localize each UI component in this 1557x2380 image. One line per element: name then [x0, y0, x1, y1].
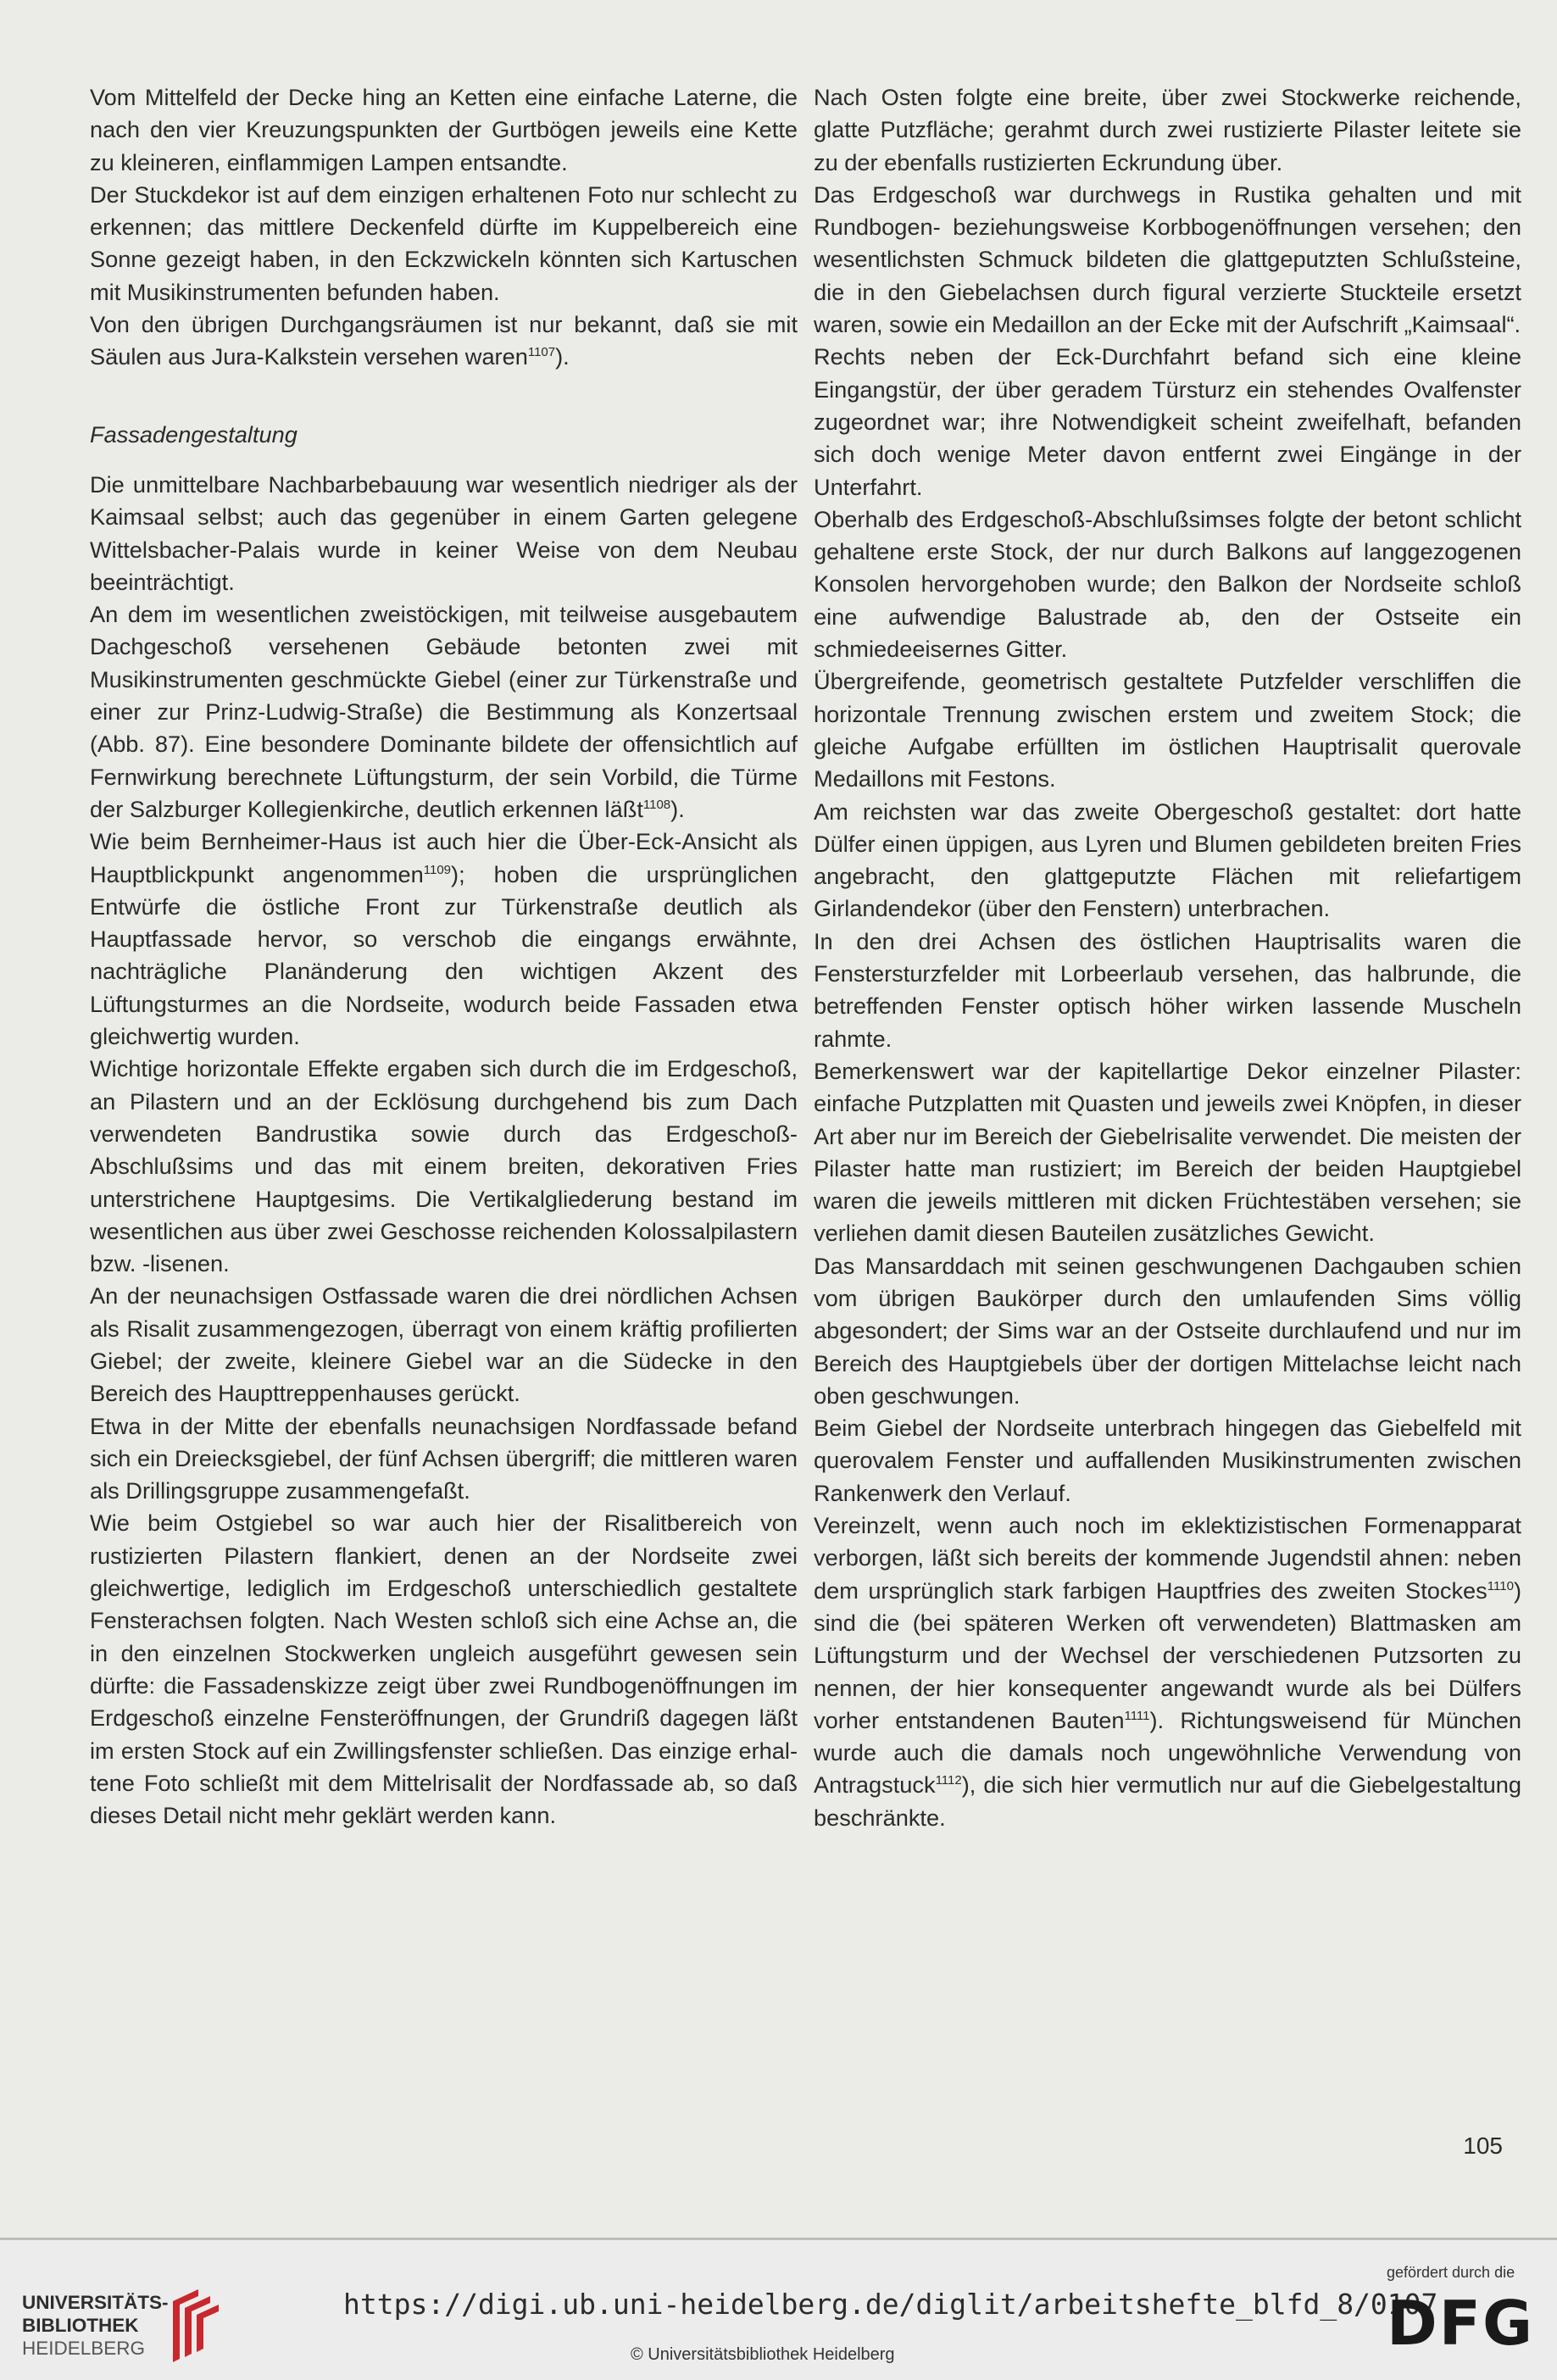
- page-number: 105: [1463, 2133, 1503, 2159]
- paragraph: Das Mansarddach mit seinen geschwungenen Dachgauben schien vom übrigen Baukörper durch den umlaufenden Sims völlig abgesondert; der Sims war an der Ostseite durchlaufend und nur im Bereich des Hauptgiebels über der dortigen Mittelachse leicht nach oben geschwungen.: [814, 1252, 1521, 1409]
- copyright-notice: © Universitätsbibliothek Heidelberg: [631, 2345, 895, 2364]
- left-column: [90, 81, 798, 1832]
- dfg-logo[interactable]: DFG: [1387, 2288, 1535, 2359]
- footnote-ref: 1110: [1487, 1578, 1514, 1593]
- library-name: UNIVERSITÄTS- BIBLIOTHEK HEIDELBERG: [22, 2292, 169, 2359]
- paragraph: Die unmittelbare Nachbarbebauung war wesentlich niedriger als der Kaimsaal selbst; auch das gegenüber in einem Garten gelegene Wittelsbacher-Palais wurde in keiner Weise von dem Neubau beeinträchtigt.: [90, 470, 798, 595]
- paragraph: Rechts neben der Eck-Durchfahrt befand sich eine kleine Eingangstür, der über geradem Türsturz ein stehendes Ovalfenster zugeordnet war; ihre Notwendigkeit scheint zweifelhaft, befanden sich doch wenige Meter davon entfernt zwei Eingänge in der Unterfahrt.: [814, 343, 1521, 500]
- paragraph: Vom Mittelfeld der Decke hing an Ketten eine einfache Laterne, die nach den vier Kreuzungspunkten der Gurtbögen jeweils eine Kette zu kleineren, einflammigen Lampen entsandte.: [90, 84, 798, 175]
- paragraph: Etwa in der Mitte der ebenfalls neunachsigen Nordfassade befand sich ein Dreiecksgiebel, der fünf Achsen übergriff; die mittleren waren als Drillingsgruppe zusammengefaßt.: [90, 1412, 798, 1504]
- paragraph: Vereinzelt, wenn auch noch im eklektizistischen Formenapparat verborgen, läßt sich bereits der kommende Jugendstil ahnen: neben dem ursprünglich stark farbigen Hauptfries des zweiten Stockes$^{1110}$) sind die (bei späteren Werken oft verwendeten) Blattmasken am Lüftungsturm und der Wechsel der verschiedenen Putzsorten zu nennen, der hier konsequenter angewandt wurde als bei Dülfers vorher entstandenen Bauten$^{1111}$). Richtungsweisend für München wurde auch die damals noch ungewöhnliche Verwendung von Antragstuck$^{1112}$), die sich hier vermutlich nur auf die Giebelgestaltung beschränkte.: [814, 1512, 1521, 1831]
- paragraph: Übergreifende, geometrisch gestaltete Putzfelder verschliffen die horizontale Trennung zwischen erstem und zweitem Stock; die gleiche Aufgabe erfüllten im östlichen Hauptrisalit querovale Medaillons mit Festons.: [814, 668, 1521, 792]
- paragraph: Beim Giebel der Nordseite unterbrach hingegen das Giebelfeld mit querovalem Fenster und auffallenden Musikinstrumenten zwischen Rankenwerk den Verlauf.: [814, 1415, 1521, 1506]
- paragraph: Nach Osten folgte eine breite, über zwei Stockwerke reichende, glatte Putzfläche; gerahmt durch zwei rustizierte Pilaster leitete sie zu der ebenfalls rustizierten Eckrundung über.: [814, 84, 1521, 175]
- paragraph: Bemerkenswert war der kapitellartige Dekor einzelner Pilaster: einfache Putzplatten mit Quasten und jeweils zwei Knöpfen, in dieser Art aber nur im Bereich der Giebelrisalite verwendet. Die meisten der Pilaster hatte man rustiziert; im Bereich der beiden Hauptgiebel waren die jeweils mittleren mit dicken Früchtestäben versehen; sie verliehen damit diesen Bauteilen zusätzliches Gewicht.: [814, 1057, 1521, 1247]
- paragraph: An dem im wesentlichen zweistöckigen, mit teilweise ausgebautem Dachgeschoß versehenen Gebäude betonten zwei mit Musikinstrumenten geschmückte Giebel (einer zur Türkenstraße und einer zur Prinz-Ludwig-Straße) die Bestimmung als Konzertsaal (Abb. 87). Eine besondere Dominante bildete der offensichtlich auf Fernwirkung berechnete Lüftungsturm, der sein Vorbild, die Türme der Salzburger Kollegienkirche, deutlich erkennen läßt$^{1108}$).: [90, 601, 798, 822]
- footnote-ref: 1111: [1124, 1708, 1150, 1723]
- funding-caption: gefördert durch die: [1387, 2264, 1515, 2281]
- footnote-ref: 1107: [527, 345, 556, 360]
- paragraph: Das Erdgeschoß war durchwegs in Rustika gehalten und mit Rundbogen- beziehungsweise Korbbogenöffnungen versehen; den wesentlichsten Schmuck bildeten die glattgeputzten Schlußsteine, die in den Giebelachsen durch figural verzierte Stuckteile ersetzt waren, sowie ein Medaillon an der Ecke mit der Aufschrift „Kaimsaal“.: [814, 181, 1521, 338]
- footnote-ref: 1109: [423, 862, 452, 877]
- section-heading: Fassadengestaltung: [90, 420, 297, 448]
- paragraph: Der Stuckdekor ist auf dem einzigen erhaltenen Foto nur schlecht zu erkennen; das mittlere Deckenfeld dürfte im Kuppelbereich eine Sonne gezeigt haben, in den Eckzwickeln könnten sich Kartuschen mit Musikinstrumenten befunden haben.: [90, 181, 798, 305]
- paragraph: Wichtige horizontale Effekte ergaben sich durch die im Erdgeschoß, an Pilastern und an der Ecklösung durchgehend bis zum Dach verwendeten Bandrustika sowie durch das Erdgeschoß-Abschlußsims und das mit einem breiten, dekorativen Fries unterstrichene Hauptgesims. Die Vertikalgliederung bestand im wesentlichen aus über zwei Geschosse reichenden Kolossalpilastern bzw. -lisenen.: [90, 1055, 798, 1277]
- paragraph: In den drei Achsen des östlichen Hauptrisalits waren die Fenstersturzfelder mit Lorbeerlaub versehen, das halbrunde, die betreffenden Fenster optisch höher wirken lassende Muscheln rahmte.: [814, 927, 1521, 1052]
- right-column: [814, 81, 1521, 1834]
- footnote-ref: 1108: [642, 797, 671, 812]
- paragraph: Am reichsten war das zweite Obergeschoß gestaltet: dort hatte Dülfer einen üppigen, aus Lyren und Blumen gebildeten breiten Fries angebracht, den glattgeputzte Flächen mit reliefartigem Girlandendekor (über den Fenstern) unterbrachen.: [814, 798, 1521, 922]
- footnote-ref: 1112: [935, 1773, 962, 1788]
- permalink-url[interactable]: https://digi.ub.uni-heidelberg.de/diglit/arbeitshefte_blfd_8/0107: [343, 2288, 1438, 2321]
- viewer-footer: [0, 2238, 1557, 2380]
- paragraph: Wie beim Ostgiebel so war auch hier der Risalitbereich von rustizierten Pilastern flankiert, denen an der Nordseite zwei gleichwertige, lediglich im Erdgeschoß unterschiedlich gestaltete Fensterachsen folgten. Nach Westen schloß sich eine Achse an, die in den einzelnen Stockwerken ungleich ausgeführt gewesen sein dürfte: die Fassadenskizze zeigt über zwei Rundbogenöffnungen im Erdgeschoß einzelne Fensteröffnungen, der Grundriß dagegen läßt im ersten Stock auf ein Zwillingsfenster schließen. Das einzige erhaltene Foto schließt mit dem Mittelrisalit der Nordfassade ab, so daß dieses Detail nicht mehr geklärt werden kann.: [90, 1510, 798, 1829]
- paragraph: Von den übrigen Durchgangsräumen ist nur bekannt, daß sie mit Säulen aus Jura-Kalkstein versehen waren$^{1107}$).: [90, 311, 798, 370]
- library-emblem-icon: [163, 2286, 222, 2364]
- paragraph: An der neunachsigen Ostfassade waren die drei nördlichen Achsen als Risalit zusammengezogen, überragt von einem kräftig profilierten Giebel; der zweite, kleinere Giebel war an die Südecke in den Bereich des Haupttreppenhauses gerückt.: [90, 1282, 798, 1407]
- paragraph: Wie beim Bernheimer-Haus ist auch hier die Über-Eck-Ansicht als Hauptblickpunkt angenommen$^{1109}$); hoben die ursprünglichen Entwürfe die östliche Front zur Türkenstraße deutlich als Hauptfassade hervor, so verschob die eingangs erwähnte, nachträgliche Planänderung den wichtigen Akzent des Lüftungsturmes an die Nordseite, wodurch beide Fassaden etwa gleichwertig wurden.: [90, 828, 798, 1050]
- paragraph: Oberhalb des Erdgeschoß-Abschlußsimses folgte der betont schlicht gehaltene erste Stock, der nur durch Balkons auf langgezogenen Konsolen hervorgehoben wurde; den Balkon der Nordseite schloß eine aufwendige Balustrade ab, den der Ostseite ein schmiedeeisernes Gitter.: [814, 505, 1521, 663]
